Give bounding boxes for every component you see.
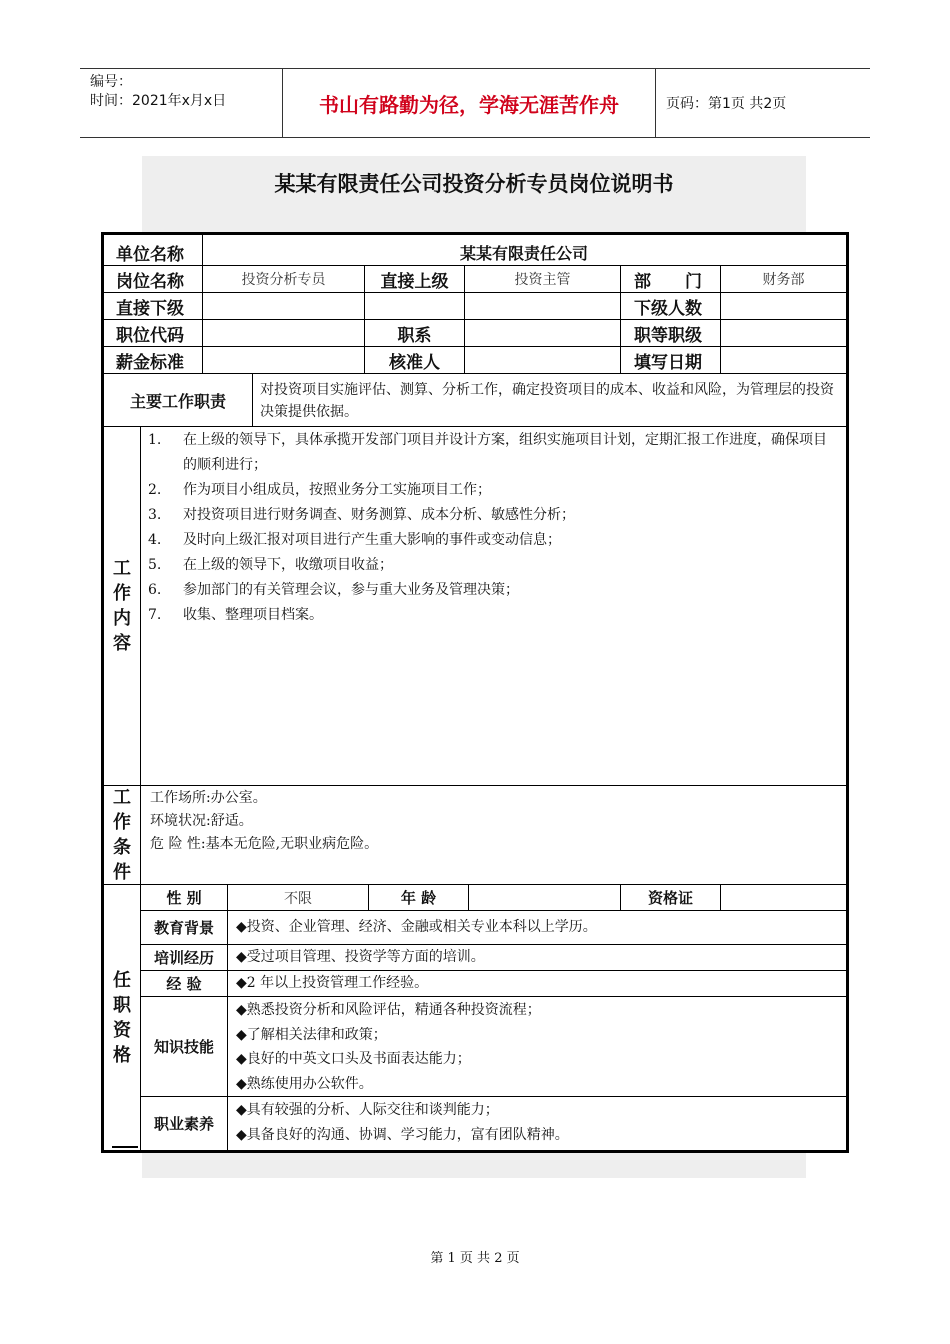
qualification-side (104, 885, 140, 1150)
work-content-side (104, 427, 140, 785)
work-place: 工作场所:办公室。 (150, 790, 267, 806)
position-name-value: 投资分析专员 (241, 272, 326, 288)
list-item: ◆良好的中英文口头及书面表达能力； (236, 1051, 471, 1067)
direct-superior-value: 投资主管 (514, 272, 571, 288)
work-content-label: 工作内容 (113, 558, 131, 654)
main-duty-label: 主要工作职责 (129, 391, 226, 411)
work-environment: 环境状况:舒适。 (150, 813, 253, 829)
work-conditions-text (150, 787, 830, 856)
professional-quality-label: 职业素养 (153, 1115, 214, 1133)
position-code-label: 职位代码 (116, 325, 184, 346)
list-item: ◆熟练使用办公软件。 (236, 1075, 373, 1092)
list-item: 7. 收集、整理项目档案。 (148, 607, 323, 623)
list-item: ◆了解相关法律和政策； (236, 1026, 387, 1043)
direct-superior-label: 直接上级 (380, 271, 449, 292)
header-motto: 书山有路勤为径，学海无涯苦作舟 (282, 69, 656, 137)
document-title: 某某有限责任公司投资分析专员岗位说明书 (274, 172, 674, 196)
page-header (80, 68, 870, 138)
position-name-label: 岗位名称 (116, 271, 184, 292)
department-label: 部 门 (634, 271, 702, 292)
work-risk: 危 险 性:基本无危险,无职业病危险。 (150, 836, 379, 852)
work-content-list (148, 428, 838, 628)
skills-label: 知识技能 (153, 1038, 214, 1056)
header-meta (90, 73, 226, 111)
list-item: 1. 在上级的领导下，具体承揽开发部门项目并设计方案，组织实施项目计划，定期汇报工作进度，确保项目的顺利进行； (148, 432, 827, 473)
subordinate-count-label: 下级人数 (634, 298, 702, 319)
department-value: 财务部 (762, 272, 805, 288)
education-value: ◆投资、企业管理、经济、金融或相关专业本科以上学历。 (236, 919, 597, 935)
qualification-label: 任职资格 (113, 969, 131, 1066)
fill-date-label: 填写日期 (634, 352, 702, 373)
age-label: 年 龄 (400, 889, 437, 907)
gender-label: 性 别 (166, 889, 202, 907)
list-item: 4. 及时向上级汇报对项目进行产生重大影响的事件或变动信息； (148, 532, 561, 548)
unit-name-value: 某某有限责任公司 (459, 244, 588, 263)
list-item: 2. 作为项目小组成员，按照业务分工实施项目工作； (148, 482, 491, 498)
experience-label: 经 验 (166, 975, 202, 993)
main-duty-text: 对投资项目实施评估、测算、分析工作，确定投资项目的成本、收益和风险，为管理层的投资决策提供依据。 (260, 382, 834, 420)
list-item: 3. 对投资项目进行财务调查、财务测算、成本分析、敏感性分析； (148, 507, 575, 523)
list-item: ◆具有较强的分析、人际交往和谈判能力； (236, 1102, 499, 1118)
list-item: ◆熟悉投资分析和风险评估，精通各种投资流程； (236, 1002, 541, 1018)
job-grade-label: 职等职级 (634, 325, 702, 346)
experience-value: ◆2 年以上投资管理工作经验。 (236, 975, 429, 991)
skills-list (236, 998, 836, 1096)
training-value: ◆受过项目管理、投资学等方面的培训。 (236, 949, 485, 965)
page-footer: 第 1 页 共 2 页 (430, 1251, 520, 1266)
direct-subordinate-label: 直接下级 (116, 298, 184, 319)
work-conditions-side (104, 786, 140, 884)
list-item: 5. 在上级的领导下，收缴项目收益； (148, 557, 393, 573)
list-item: ◆具备良好的沟通、协调、学习能力，富有团队精神。 (236, 1127, 569, 1143)
job-series-label: 职系 (397, 325, 432, 346)
work-conditions-label: 工作条件 (113, 787, 131, 883)
doc-number-label: 编号： (90, 74, 132, 90)
approver-label: 核准人 (389, 352, 440, 373)
list-item: 6. 参加部门的有关管理会议，参与重大业务及管理决策； (148, 582, 519, 598)
gender-value: 不限 (284, 890, 312, 907)
salary-standard-label: 薪金标准 (116, 352, 184, 373)
education-label: 教育背景 (153, 919, 214, 937)
certificate-label: 资格证 (647, 889, 693, 907)
unit-name-label: 单位名称 (116, 245, 184, 265)
training-label: 培训经历 (153, 949, 214, 967)
doc-time-label: 时间：2021年x月x日 (90, 93, 227, 109)
professional-quality-list (236, 1098, 836, 1148)
header-page-info: 页码：第1页 共2页 (666, 96, 787, 112)
